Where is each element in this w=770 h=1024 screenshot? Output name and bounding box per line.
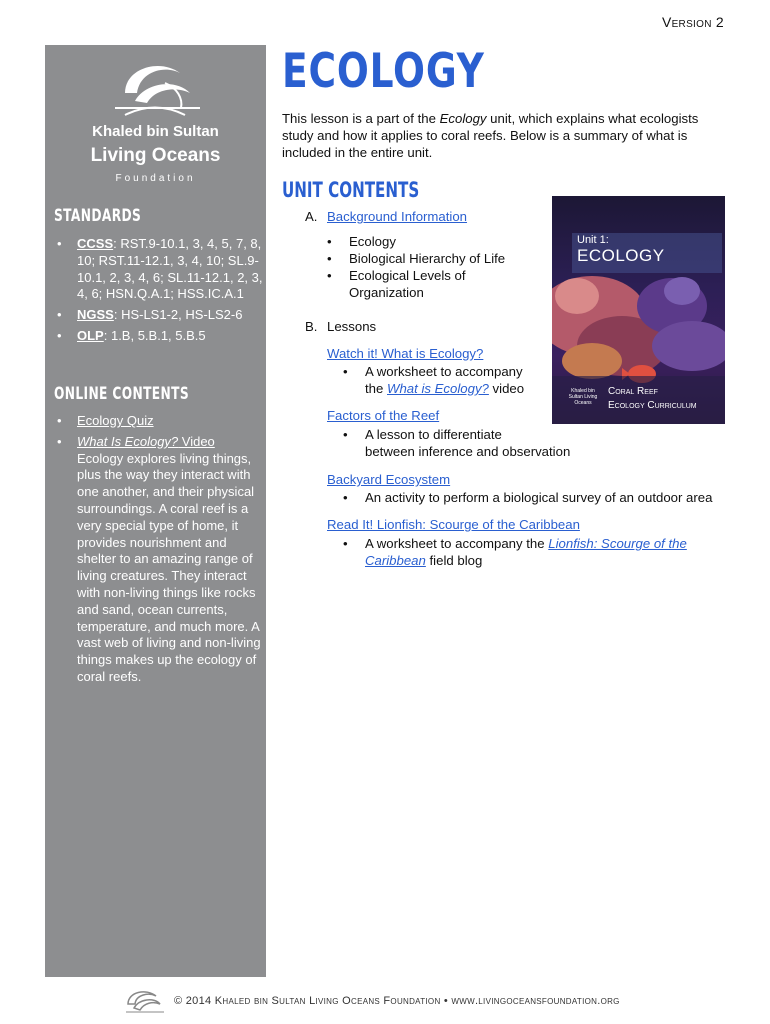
standard-item-olp — [54, 328, 264, 345]
cover-line-1: Coral Reef — [608, 386, 658, 397]
standard-key[interactable]: NGSS — [77, 307, 114, 323]
unit-contents-heading: UNIT CONTENTS — [282, 178, 420, 202]
section-a-list — [327, 233, 542, 301]
lesson-lionfish-desc — [343, 535, 743, 569]
page-footer — [122, 986, 642, 1016]
section-b-title: Lessons — [327, 319, 377, 334]
logo-line-1: Khaled bin Sultan — [92, 123, 219, 140]
intro-paragraph — [282, 110, 732, 161]
intro-emphasis: Ecology — [439, 111, 487, 126]
footer-logo-icon — [122, 986, 166, 1016]
lionfish-blog-link[interactable]: Lionfish: Scourge of the — [548, 536, 687, 551]
what-is-ecology-link[interactable]: What is Ecology? — [387, 381, 489, 396]
foundation-logo — [45, 45, 266, 195]
logo-line-3: Foundation — [115, 173, 196, 184]
ecology-quiz-link[interactable]: Ecology Quiz — [77, 413, 154, 428]
standard-text: : RST.9-10.1, 3, 4, 5, 7, 8, 10; RST.11-12.1, 3, 4, 10; SL.9-10.1, 2, 3, 4, 6; SL.11-12.1, 2, 3, 4, 6; HSN.Q.A.1; HSS.IC.A.1 — [77, 236, 263, 302]
online-contents-list — [54, 413, 264, 690]
footer-text: © 2014 Khaled bin Sultan Living Oceans Foundation • www.livingoceansfoundation.org — [174, 995, 620, 1007]
video-link-suffix[interactable]: Video — [178, 433, 215, 449]
standard-item-ngss — [54, 307, 264, 324]
lesson-backyard-desc — [343, 489, 753, 506]
list-item: • Ecological Levels of — [327, 267, 542, 284]
lesson-lionfish-pre: A worksheet to accompany the — [365, 536, 549, 551]
standards-list — [54, 236, 264, 349]
lesson-watch-desc — [343, 363, 553, 397]
standard-text: : HS-LS1-2, HS-LS2-6 — [113, 307, 243, 323]
lesson-lionfish-line-2 — [343, 552, 743, 569]
lesson-watch-post: video — [488, 381, 525, 396]
standard-key[interactable]: CCSS — [77, 236, 114, 251]
lesson-watch-pre: the — [365, 381, 387, 396]
lesson-watch-line-1: • A worksheet to accompany — [343, 363, 553, 380]
lesson-backyard-line-1: • An activity to perform a biological survey of an outdoor area — [343, 489, 753, 506]
lesson-factors-desc — [343, 426, 643, 460]
cover-mini-logo: Khaled bin Sultan Living Oceans — [568, 388, 598, 406]
lesson-factors-link[interactable]: Factors of the Reef — [327, 408, 440, 423]
lesson-factors-line-1: • A lesson to differentiate — [343, 426, 643, 443]
online-item-quiz — [54, 413, 264, 430]
wave-logo-icon — [105, 53, 205, 123]
background-information-link[interactable]: Background Information — [327, 209, 468, 224]
cover-unit-label: Unit 1: — [577, 234, 609, 246]
video-description: Ecology explores living things, plus the way they interact with one another, and their physical surroundings. A coral reef is a very special type of home, it provides nourishment and shelter to an amazing range of living creatures. They interact with non-living things like rocks and sand, ocean currents, temperature, and much more. A vast web of living and non-living things makes up the ecology of coral reefs. — [77, 450, 261, 684]
list-item: • Ecology — [327, 233, 542, 250]
curriculum-cover-image — [552, 196, 725, 424]
list-item-continuation: Organization — [349, 285, 424, 300]
video-link[interactable]: What Is Ecology? — [77, 433, 179, 449]
lesson-watch-line-2 — [343, 380, 553, 397]
sidebar — [45, 45, 266, 977]
intro-text-2: unit, which explains what ecologists study and how it applies to coral reefs. Below is a summary of what is included in the entire unit. — [282, 111, 699, 160]
list-item: • Biological Hierarchy of Life — [327, 250, 542, 267]
lesson-watch-link[interactable]: Watch it! What is Ecology? — [327, 346, 484, 361]
cover-unit-title: ECOLOGY — [577, 246, 665, 265]
lesson-lionfish-post: field blog — [425, 553, 483, 568]
section-b-label: B. — [305, 319, 318, 334]
standards-heading: STANDARDS — [54, 206, 142, 226]
intro-text: This lesson is a part of the — [282, 111, 440, 126]
lesson-factors-line-2: between inference and observation — [365, 444, 571, 459]
page-title: ECOLOGY — [282, 44, 485, 99]
lesson-backyard-link[interactable]: Backyard Ecosystem — [327, 472, 451, 487]
standard-item-ccss — [54, 236, 264, 303]
online-item-video — [54, 434, 264, 686]
lesson-lionfish-link[interactable]: Read It! Lionfish: Scourge of the Caribbean — [327, 517, 580, 532]
lionfish-blog-link-2[interactable]: Caribbean — [365, 553, 426, 568]
cover-line-2: Ecology Curriculum — [608, 400, 697, 411]
section-a-label: A. — [305, 209, 318, 224]
standard-key[interactable]: OLP — [77, 327, 104, 343]
version-label: Version 2 — [661, 14, 724, 30]
standard-text: : 1.B, 5.B.1, 5.B.5 — [103, 327, 206, 343]
lesson-lionfish-line-1 — [343, 535, 743, 552]
logo-line-2: Living Oceans — [90, 145, 221, 166]
online-contents-heading: ONLINE CONTENTS — [54, 384, 190, 404]
